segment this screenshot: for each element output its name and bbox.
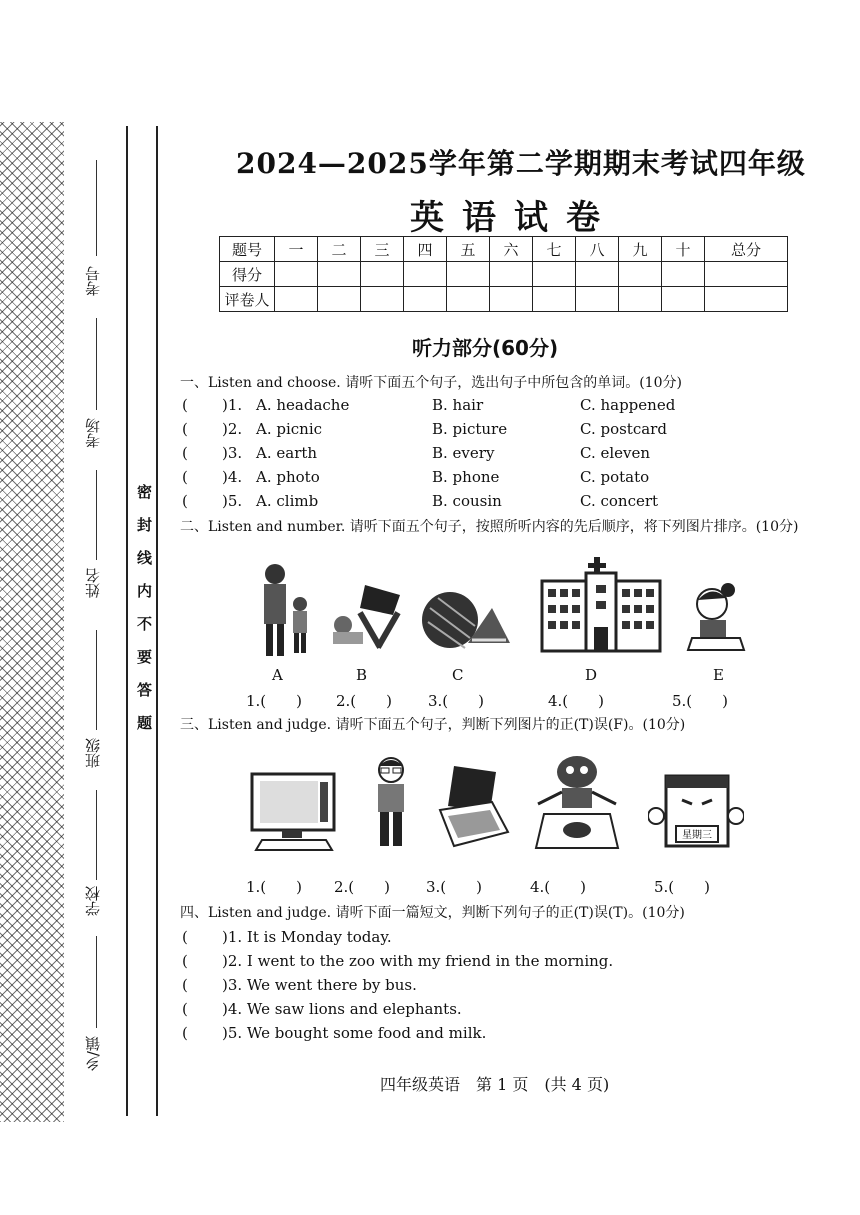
option-a: A. climb	[256, 492, 319, 510]
answer-paren[interactable]: (	[182, 976, 188, 994]
header-cell: 十	[662, 237, 705, 262]
answer-paren[interactable]: (	[182, 1024, 188, 1042]
grader-row	[220, 287, 788, 312]
margin-line-right	[156, 126, 158, 1116]
picture-robot	[532, 748, 622, 854]
option-c: C. concert	[580, 492, 659, 510]
judge-answer[interactable]: 2.( )	[334, 878, 391, 896]
picture-watermelon	[420, 578, 515, 658]
item-number: )1.	[222, 396, 243, 414]
score-cell[interactable]	[662, 262, 705, 287]
picture-mother-child	[250, 560, 320, 660]
grader-cell[interactable]	[576, 287, 619, 312]
score-cell[interactable]	[447, 262, 490, 287]
option-b: B. hair	[432, 396, 484, 414]
field-underline	[96, 936, 97, 1028]
section1-heading: 一、Listen and choose. 请听下面五个句子，选出句子中所包含的单词。(10分)	[180, 375, 682, 391]
answer-paren[interactable]: (	[182, 420, 188, 438]
header-cell: 七	[533, 237, 576, 262]
field-underline	[96, 160, 97, 256]
field-underline	[96, 790, 97, 880]
judge-answer[interactable]: 5.( )	[654, 878, 711, 896]
field-class: 班级	[84, 738, 102, 768]
grader-cell[interactable]	[490, 287, 533, 312]
score-table	[219, 236, 788, 312]
grader-cell[interactable]	[533, 287, 576, 312]
item-number: )3.	[222, 444, 243, 462]
header-cell: 五	[447, 237, 490, 262]
order-answer[interactable]: 2.( )	[336, 692, 393, 710]
header-cell: 九	[619, 237, 662, 262]
header-cell: 总分	[705, 237, 788, 262]
field-underline	[96, 470, 97, 560]
statement: )4. We saw lions and elephants.	[222, 1000, 462, 1018]
score-cell[interactable]	[404, 262, 447, 287]
field-exam-room: 考场	[84, 418, 102, 448]
picture-label: B	[356, 666, 368, 684]
field-name: 姓名	[84, 568, 102, 598]
option-b: B. phone	[432, 468, 500, 486]
picture-book-bag	[434, 762, 514, 852]
answer-paren[interactable]: (	[182, 952, 188, 970]
picture-label: D	[585, 666, 598, 684]
option-a: A. earth	[256, 444, 318, 462]
option-b: B. picture	[432, 420, 508, 438]
listening-heading: 听力部分(60分)	[412, 336, 559, 360]
option-a: A. picnic	[256, 420, 323, 438]
answer-paren[interactable]: (	[182, 492, 188, 510]
picture-label: E	[713, 666, 724, 684]
order-answer[interactable]: 3.( )	[428, 692, 485, 710]
grader-cell[interactable]	[404, 287, 447, 312]
field-underline	[96, 318, 97, 410]
judge-answer[interactable]: 4.( )	[530, 878, 587, 896]
row-label: 评卷人	[220, 287, 275, 312]
score-cell[interactable]	[619, 262, 662, 287]
picture-label: C	[452, 666, 464, 684]
margin-line-left	[126, 126, 128, 1116]
grader-cell[interactable]	[662, 287, 705, 312]
order-answer[interactable]: 1.( )	[246, 692, 303, 710]
grader-cell[interactable]	[619, 287, 662, 312]
binding-pattern	[0, 122, 64, 1122]
picture-calendar	[648, 770, 744, 852]
calendar-text: 星期三	[682, 830, 712, 841]
score-cell[interactable]	[490, 262, 533, 287]
statement: )3. We went there by bus.	[222, 976, 417, 994]
statement: )1. It is Monday today.	[222, 928, 392, 946]
field-exam-number: 考号	[84, 266, 102, 296]
seal-line-text: 密封线内不要答题	[135, 484, 153, 748]
statement: )2. I went to the zoo with my friend in the morning.	[222, 952, 614, 970]
grader-cell[interactable]	[361, 287, 404, 312]
option-b: B. cousin	[432, 492, 502, 510]
statement: )5. We bought some food and milk.	[222, 1024, 487, 1042]
item-number: )4.	[222, 468, 243, 486]
order-answer[interactable]: 4.( )	[548, 692, 605, 710]
header-cell: 六	[490, 237, 533, 262]
picture-computer	[248, 772, 338, 852]
score-cell[interactable]	[361, 262, 404, 287]
header-cell: 一	[275, 237, 318, 262]
grader-cell[interactable]	[318, 287, 361, 312]
score-cell[interactable]	[318, 262, 361, 287]
item-number: )5.	[222, 492, 243, 510]
row-label: 得分	[220, 262, 275, 287]
score-cell[interactable]	[576, 262, 619, 287]
section4-heading: 四、Listen and judge. 请听下面一篇短文，判断下列句子的正(T)误(T)。(10分)	[180, 905, 685, 921]
picture-girl-reading	[682, 578, 752, 653]
option-c: C. postcard	[580, 420, 667, 438]
answer-paren[interactable]: (	[182, 396, 188, 414]
section2-heading: 二、Listen and number. 请听下面五个句子，按照所听内容的先后顺序，将下列图片排序。(10分)	[180, 519, 799, 535]
picture-label: A	[272, 666, 283, 684]
order-answer[interactable]: 5.( )	[672, 692, 729, 710]
section3-heading: 三、Listen and judge. 请听下面五个句子，判断下列图片的正(T)误(F)。(10分)	[180, 717, 686, 733]
picture-fallen-chair	[325, 580, 405, 655]
exam-subtitle: 英语试卷	[410, 198, 618, 238]
header-cell: 二	[318, 237, 361, 262]
option-c: C. potato	[580, 468, 650, 486]
answer-paren[interactable]: (	[182, 444, 188, 462]
option-c: C. eleven	[580, 444, 651, 462]
score-cell[interactable]	[533, 262, 576, 287]
exam-title: 2024—2025学年第二学期期末考试四年级	[236, 147, 806, 180]
header-cell: 三	[361, 237, 404, 262]
answer-paren[interactable]: (	[182, 1000, 188, 1018]
judge-answer[interactable]: 3.( )	[426, 878, 483, 896]
option-a: A. photo	[256, 468, 320, 486]
option-a: A. headache	[256, 396, 350, 414]
page-footer: 四年级英语 第 1 页 (共 4 页)	[380, 1075, 610, 1094]
grader-cell[interactable]	[447, 287, 490, 312]
field-school: 学校	[84, 886, 102, 916]
judge-answer[interactable]: 1.( )	[246, 878, 303, 896]
score-row	[220, 262, 788, 287]
answer-paren[interactable]: (	[182, 928, 188, 946]
option-c: C. happened	[580, 396, 676, 414]
grader-cell[interactable]	[275, 287, 318, 312]
score-cell[interactable]	[705, 262, 788, 287]
answer-paren[interactable]: (	[182, 468, 188, 486]
header-cell: 四	[404, 237, 447, 262]
header-cell: 八	[576, 237, 619, 262]
field-town: 乡/镇	[84, 1036, 102, 1072]
picture-boy-glasses	[366, 756, 416, 852]
field-underline	[96, 630, 97, 730]
picture-school-building	[540, 555, 662, 655]
header-cell: 题号	[220, 237, 275, 262]
item-number: )2.	[222, 420, 243, 438]
score-table-header-row	[220, 237, 788, 262]
grader-cell[interactable]	[705, 287, 788, 312]
option-b: B. every	[432, 444, 495, 462]
score-cell[interactable]	[275, 262, 318, 287]
